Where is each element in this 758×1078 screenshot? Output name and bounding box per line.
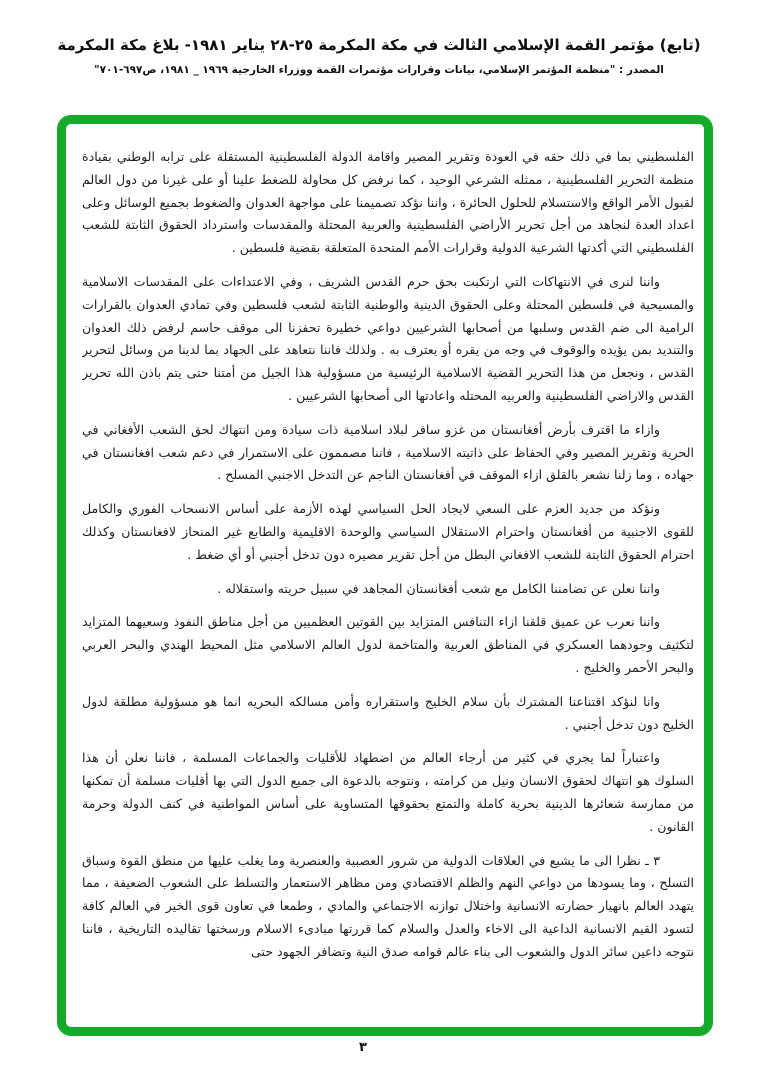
document-source-line: المصدر : "منظمة المؤتمر الإسلامي، بيانات وقرارات مؤتمرات القمة ووزراء الخارجية ١٩٦٩ _ ١٩٨١، ص٦٩٧-٧٠١" — [94, 64, 664, 76]
paragraph: واننا نعلن عن تضامننا الكامل مع شعب أفغانستان المجاهد في سبيل حريته واستقلاله . — [217, 580, 660, 596]
paragraph: وازاء ما اقترف بأرض أفغانستان من غزو سافر لبلاد اسلامية ذات سيادة ومن انتهاك لحق الشعب الأفغاني في الحرية وتقرير المصير وفي الحفاظ على ذاتيته الاسلامية ، فاننا مصممون على الاستمرار في دعم شعب افغانستان في جهاده ، وما زلنا نشعر بالقلق ازاء الموقف في أفغانستان الناجم عن التدخل الاجنبي المسلح . — [82, 421, 694, 483]
document-title: (تابع) مؤتمر القمة الإسلامي الثالث في مكة المكرمة ٢٥-٢٨ يناير ١٩٨١- بلاغ مكة المكرمة — [57, 36, 701, 54]
paragraph: واعتباراً لما يجري في كثير من أرجاء العالم من اضطهاد للأقليات والجماعات المسلمة ، فاننا نعلن أن هذا السلوك هو انتهاك لحقوق الانسان ونيل من كرامته ، ونتوجه بالدعوة الى جميع الدول التي بها أقليات مسلمة أن تمكنها من ممارسة شعائرها الدينية بحرية كاملة والتمتع بحقوقها المتساوية على أساس المواطنية في كنف الدولة وحرمة القانون . — [82, 750, 694, 834]
document-header — [0, 34, 758, 76]
document-body — [82, 146, 694, 1023]
paragraph: ونؤكد من جديد العزم على السعي لايجاد الحل السياسي لهذه الأزمة على أساس الانسحاب الفوري والكامل للقوى الاجنبية من أفغانستان واحترام الاستقلال السياسي والوحدة الاقليمية والطابع غير المنحاز لافغانستان وكذلك احترام الحقوق الثابتة للشعب الافغاني البطل من أجل تقرير مصيره دون تدخل أجنبي أو أي ضغط . — [82, 501, 694, 562]
green-frame — [57, 115, 713, 1036]
paragraph: وانا لنؤكد اقتناعنا المشترك بأن سلام الخليج واستقراره وأمن مسالكه البحريه انما هو مسؤولية مطلقة لدول الخليج دون تدخل أجنبي . — [82, 693, 694, 732]
paragraph: واننا نعرب عن عميق قلقنا ازاء التنافس المتزايد بين القوتين العظميين من أجل مناطق النفوذ وسعيهما المتزايد لتكثيف وجودهما العسكري في المناطق العربية والمتاخمة لدول العالم الاسلامي مثل المحيط الهندي والبحر العربي والبحر الأحمر والخليج . — [82, 614, 694, 675]
paragraph: ٣ ـ نظرا الى ما يشيع في العلاقات الدولية من شرور العصبية والعنصرية وما يغلب عليها من منطق القوة وسباق التسلح ، وما يسودها من دواعي النهم والظلم الاقتصادي ومن مظاهر الاستعمار والتسلط على الشعوب الضعيفة ، مما يتهدد العالم بانهيار حضارته الانسانية واختلال توازنه الاجتماعي والمادي ، وطمعا في تعاون قوى الخير في العالم كافة لتسود القيم الانسانية الداعية الى الاخاء والعدل والسلام كما قررتها مبادىء الاسلام ورسختها تقاليده التاريخية ، فاننا نتوجه داعين سائر الدول والشعوب الى بناء عالم قوامه صدق النية وتضافر الجهود حتى — [82, 852, 694, 959]
paragraph: واننا لنرى في الانتهاكات التي ارتكبت بحق حرم القدس الشريف ، وفي الاعتداءات على المقدسات الاسلامية والمسيحية في فلسطين المحتلة وعلى الحقوق الدينية والوطنية الثابتة لشعب فلسطين وفي تمادي العدوان بالقرارات الرامية الى ضم القدس وسلبها من أصحابها الشرعيين دواعي خطيرة تحفزنا الى موقف حاسم لرفض ذلك العدوان والتنديد بمن يؤيده والوقوف في وجه من يقره أو يعترف به . ولذلك فاننا نتعاهد على الجهاد بما لدينا من وسائل لتحرير القدس ، ونجعل من هذا التحرير القضية الاسلامية الرئيسية من مسؤولية هذا الجيل من أمتنا حتى يتم باذن الله تحرير القدس والاراضي الفلسطينية والعربيه المحتله واعادتها الى أصحابها الشرعيين . — [82, 273, 694, 403]
page-number: ٣ — [359, 1040, 367, 1055]
paragraph: الفلسطيني بما في ذلك حقه في العودة وتقرير المصير واقامة الدولة الفلسطينية المستقلة على ترابه الوطني بقيادة منظمة التحرير الفلسطينية ، ممثله الشرعي الوحيد ، كما نرفض كل محاولة للضغط علينا أو على غيرنا من دول العالم لقبول الأمر الواقع والاستسلام للحلول الحائرة ، واننا نؤكد تصميمنا على مواجهة العدوان والضغوط بجميع الوسائل وعلى اعداد العدة لنجاهد من أجل تحرير الأراضي الفلسطينية والعربية المحتلة والمقدسات واسترداد الحقوق الثابتة للشعب الفلسطيني التي أكدتها الشرعية الدولية وقرارات الأمم المتحدة المتعلقة بقضية فلسطين . — [82, 149, 694, 256]
